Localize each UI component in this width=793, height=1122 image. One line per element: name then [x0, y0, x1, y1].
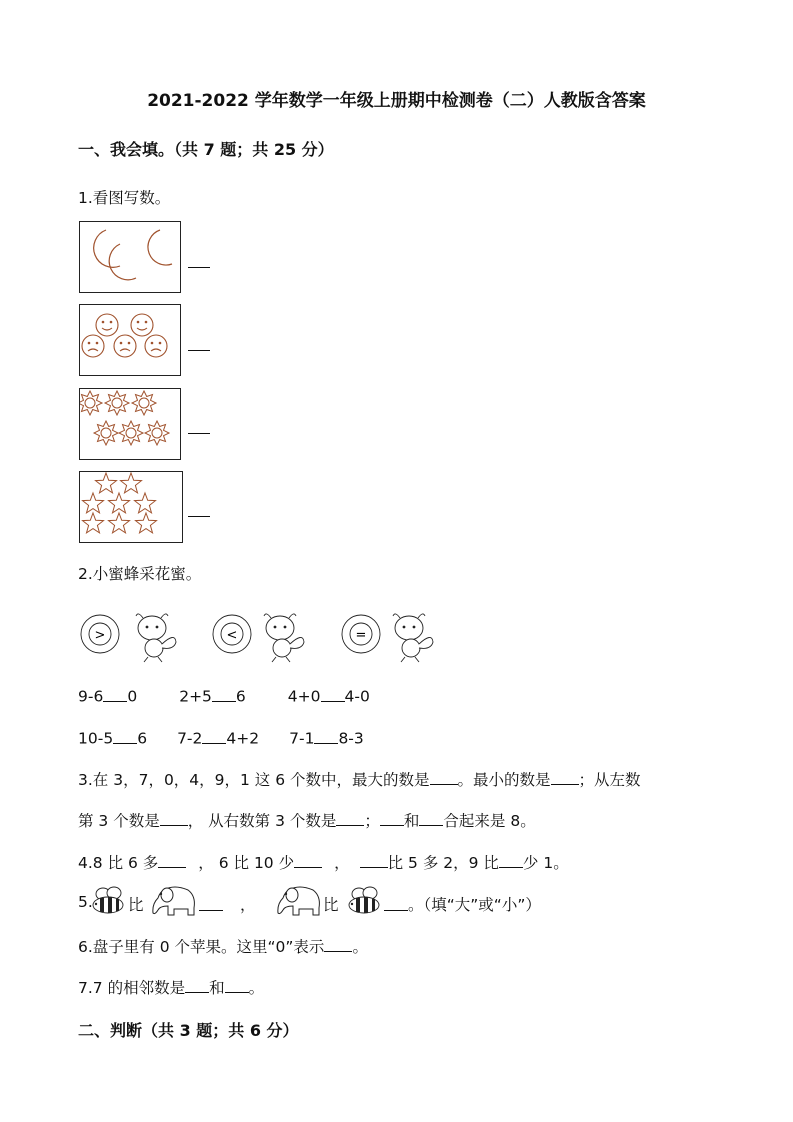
- sun-icon: [80, 391, 102, 415]
- q3-text: 3.在 3，7，0，4，9，1 这 6 个数中，最大的数是: [78, 771, 430, 789]
- q5-text-bi-2: 比: [323, 896, 339, 914]
- question-1-label: 1.看图写数。: [78, 189, 171, 207]
- answer-blank-stars[interactable]: [188, 516, 210, 517]
- q4-text: 比 5 多 2，9 比: [387, 854, 499, 872]
- question-2-label: 2.小蜜蜂采花蜜。: [78, 565, 202, 583]
- section-2-heading: 二、判断（共 3 题；共 6 分）: [78, 1021, 299, 1040]
- q5-hint: 。（填“大”或“小”）: [408, 896, 541, 914]
- q7-text: 7.7 的相邻数是: [78, 979, 186, 997]
- q3-text: ；: [364, 812, 380, 830]
- star-icon: [121, 473, 142, 493]
- compare-left: 7-1: [289, 729, 315, 748]
- compare-blank[interactable]: [202, 727, 226, 744]
- symbol-less: <: [226, 628, 238, 643]
- compare-left: 9-6: [78, 687, 104, 706]
- star-icon: [109, 493, 130, 513]
- q3-text: 。最小的数是: [457, 771, 551, 789]
- q3-blank-largest[interactable]: [430, 769, 458, 786]
- star-icon: [96, 473, 117, 493]
- question-5-number: 5.: [78, 893, 93, 911]
- q7-blank-1[interactable]: [185, 977, 209, 994]
- answer-blank-moons[interactable]: [188, 267, 210, 268]
- answer-blank-suns[interactable]: [188, 433, 210, 434]
- flower-bee-greater: [80, 612, 180, 664]
- q7-blank-2[interactable]: [225, 977, 249, 994]
- q6-text: 6.盘子里有 0 个苹果。这里“0”表示: [78, 938, 325, 956]
- stars-picture: [79, 471, 183, 543]
- q3-blank-addend-2[interactable]: [419, 810, 443, 827]
- q4-text: ， 6 比 10 少: [198, 854, 295, 872]
- compare-right: 0: [127, 687, 138, 706]
- question-3-line-1: [78, 768, 641, 790]
- q4-blank[interactable]: [499, 852, 523, 869]
- compare-right: 4+2: [226, 729, 260, 748]
- symbol-greater: >: [94, 628, 106, 643]
- q3-text: ；从左数: [578, 771, 641, 789]
- elephant-icon: [150, 882, 198, 918]
- answer-blank-faces[interactable]: [188, 350, 210, 351]
- q4-text: ，: [334, 854, 350, 872]
- compare-left: 7-2: [177, 729, 203, 748]
- sun-icon: [94, 421, 118, 445]
- star-icon: [135, 493, 156, 513]
- sun-icon: [105, 391, 129, 415]
- q7-text: 。: [248, 979, 265, 997]
- q6-text: 。: [352, 938, 368, 956]
- question-6: [78, 935, 368, 957]
- q3-text: 和: [403, 812, 420, 830]
- elephant-icon: [275, 882, 323, 918]
- faces-picture: [79, 304, 181, 376]
- q5-comma: ，: [240, 896, 256, 914]
- compare-blank[interactable]: [212, 685, 236, 702]
- q4-blank[interactable]: [360, 852, 388, 869]
- section-1-heading: 一、我会填。（共 7 题；共 25 分）: [78, 140, 334, 159]
- compare-left: 4+0: [287, 687, 321, 706]
- q4-text: 4.8 比 6 多: [78, 854, 159, 872]
- q3-blank-smallest[interactable]: [551, 769, 579, 786]
- compare-blank[interactable]: [321, 685, 345, 702]
- compare-right: 4-0: [344, 687, 370, 706]
- star-icon: [109, 513, 130, 533]
- star-icon: [83, 513, 104, 533]
- compare-right: 8-3: [338, 729, 364, 748]
- compare-left: 2+5: [179, 687, 212, 706]
- suns-picture: [79, 388, 181, 460]
- flower-bee-equal: [341, 612, 441, 664]
- compare-right: 6: [137, 729, 148, 748]
- q5-text-bi-1: 比: [128, 896, 144, 914]
- q5-blank-1[interactable]: [199, 910, 223, 911]
- q4-blank[interactable]: [158, 852, 186, 869]
- page-title: 2021-2022 学年数学一年级上册期中检测卷（二）人教版含答案: [147, 91, 646, 111]
- q3-text: 第 3 个数是: [78, 812, 160, 830]
- moons-picture: [79, 221, 181, 293]
- q3-text: ， 从右数第 3 个数是: [187, 812, 337, 830]
- sun-icon: [119, 421, 143, 445]
- compare-row-1: [78, 685, 370, 706]
- compare-blank[interactable]: [314, 727, 338, 744]
- compare-blank[interactable]: [113, 727, 137, 744]
- q3-blank-right-third[interactable]: [336, 810, 364, 827]
- star-icon: [83, 493, 104, 513]
- q7-text: 和: [209, 979, 225, 997]
- question-3-line-2: [78, 809, 536, 831]
- compare-row-2: [78, 727, 364, 748]
- compare-right: 6: [235, 687, 246, 706]
- q4-blank[interactable]: [294, 852, 322, 869]
- bee-icon: [90, 885, 126, 915]
- bee-icon: [346, 885, 382, 915]
- q6-blank[interactable]: [324, 936, 352, 953]
- sun-icon: [132, 391, 156, 415]
- question-7: [78, 976, 264, 998]
- q3-text: 合起来是 8。: [443, 812, 536, 830]
- sun-icon: [145, 421, 169, 445]
- q3-blank-left-third[interactable]: [160, 810, 188, 827]
- star-icon: [136, 513, 157, 533]
- q4-text: 少 1。: [522, 854, 569, 872]
- q5-blank-2[interactable]: [384, 910, 408, 911]
- question-4: [78, 851, 569, 873]
- compare-left: 10-5: [78, 729, 114, 748]
- q3-blank-addend-1[interactable]: [380, 810, 404, 827]
- compare-blank[interactable]: [103, 685, 127, 702]
- flower-bee-less: [212, 612, 312, 664]
- symbol-equal: =: [355, 628, 367, 643]
